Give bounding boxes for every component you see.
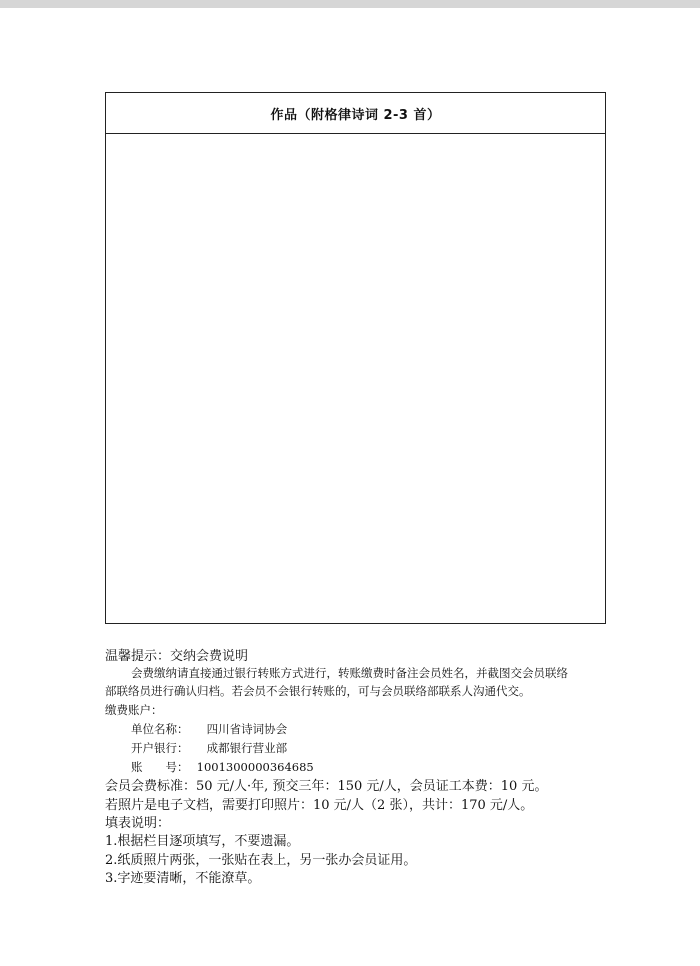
instruction-item: 3.字迹要清晰，不能潦草。 xyxy=(105,871,261,886)
works-table xyxy=(105,92,606,624)
fee-standard: 会员会费标准：50 元/人·年, 预交三年：150 元/人，会员证工本费：10 元。 xyxy=(105,779,548,794)
tip-title: 温馨提示：交纳会费说明 xyxy=(105,649,249,664)
payment-paragraph-line-2: 部联络员进行确认归档。若会员不会银行转账的，可与会员联络部联系人沟通代交。 xyxy=(105,684,531,698)
account-value: 1001300000364685 xyxy=(196,760,314,774)
photo-fee: 若照片是电子文档，需要打印照片：10 元/人（2 张），共计：170 元/人。 xyxy=(105,798,534,813)
top-border-strip xyxy=(0,0,700,8)
instructions-title: 填表说明： xyxy=(105,816,171,831)
account-row-unit xyxy=(131,721,287,737)
instruction-item: 2.纸质照片两张，一张贴在表上，另一张办会员证用。 xyxy=(105,853,417,868)
works-title: 作品（附格律诗词 2-3 首） xyxy=(106,93,605,134)
payment-paragraph-line-1: 会费缴纳请直接通过银行转账方式进行，转账缴费时备注会员姓名，并截图交会员联络 xyxy=(131,666,568,680)
account-value: 成都银行营业部 xyxy=(206,741,288,755)
works-content-area[interactable] xyxy=(106,134,605,624)
account-row-bank xyxy=(131,740,287,756)
instruction-item: 1.根据栏目逐项填写，不要遗漏。 xyxy=(105,834,300,849)
account-value: 四川省诗词协会 xyxy=(206,722,288,736)
account-label: 账 号： xyxy=(131,760,189,774)
account-label: 单位名称： xyxy=(131,722,189,736)
account-label: 开户银行： xyxy=(131,741,189,755)
account-row-number xyxy=(131,759,314,775)
account-title: 缴费账户： xyxy=(105,703,163,717)
